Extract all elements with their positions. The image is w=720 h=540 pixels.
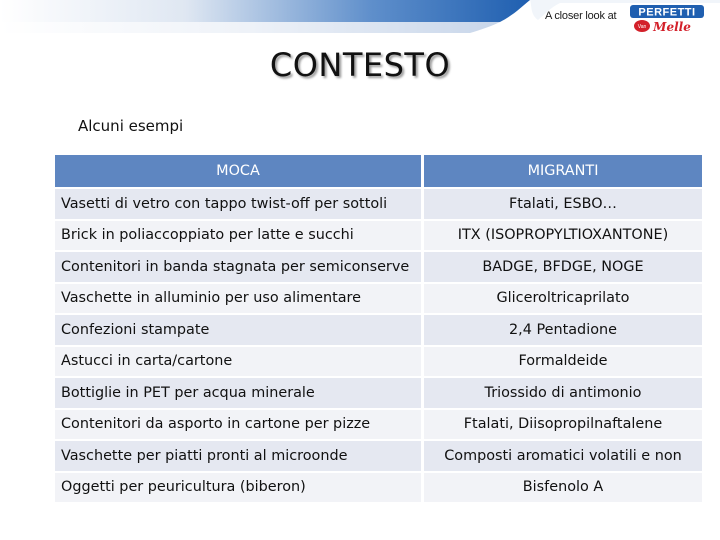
migranti-cell: Triossido di antimonio (424, 376, 702, 408)
moca-cell: Vaschette in alluminio per uso alimentare (55, 282, 421, 314)
migranti-cell: 2,4 Pentadione (424, 313, 702, 345)
page-title: CONTESTO (269, 46, 451, 84)
moca-cell: Brick in poliaccoppiato per latte e succhi (55, 219, 421, 251)
svg-text:Melle: Melle (653, 20, 691, 34)
moca-cell: Bottiglie in PET per acqua minerale (55, 376, 421, 408)
migranti-cell: BADGE, BFDGE, NOGE (424, 250, 702, 282)
table-row (55, 313, 702, 345)
page-subtitle: Alcuni esempi (78, 117, 184, 135)
table-row (55, 376, 702, 408)
svg-text:Van: Van (637, 24, 647, 30)
perfetti-logo (628, 3, 706, 35)
table-row (55, 187, 702, 219)
moca-cell: Contenitori da asporto in cartone per pizze (55, 408, 421, 440)
table-row (55, 471, 702, 503)
migranti-cell: ITX (ISOPROPYLTIOXANTONE) (424, 219, 702, 251)
table-row (55, 250, 702, 282)
migranti-cell: Ftalati, ESBO… (424, 187, 702, 219)
migranti-cell: Bisfenolo A (424, 471, 702, 503)
migranti-cell: Formaldeide (424, 345, 702, 377)
table-row (55, 219, 702, 251)
header-tagline: A closer look at (545, 10, 617, 22)
table-header-row (55, 155, 702, 187)
column-header-migranti: MIGRANTI (424, 155, 702, 187)
table-row (55, 408, 702, 440)
table-row (55, 282, 702, 314)
moca-cell: Astucci in carta/cartone (55, 345, 421, 377)
table-row (55, 345, 702, 377)
migranti-cell: Composti aromatici volatili e non (424, 439, 702, 471)
migranti-cell: Ftalati, Diisopropilnaftalene (424, 408, 702, 440)
moca-cell: Vasetti di vetro con tappo twist-off per sottoli (55, 187, 421, 219)
table-row (55, 439, 702, 471)
column-header-moca: MOCA (55, 155, 421, 187)
moca-migranti-table (55, 155, 702, 502)
moca-cell: Contenitori in banda stagnata per semiconserve (55, 250, 421, 282)
moca-cell: Oggetti per peuricultura (biberon) (55, 471, 421, 503)
svg-text:PERFETTI: PERFETTI (638, 6, 696, 19)
moca-cell: Confezioni stampate (55, 313, 421, 345)
moca-cell: Vaschette per piatti pronti al microonde (55, 439, 421, 471)
migranti-cell: Gliceroltricaprilato (424, 282, 702, 314)
